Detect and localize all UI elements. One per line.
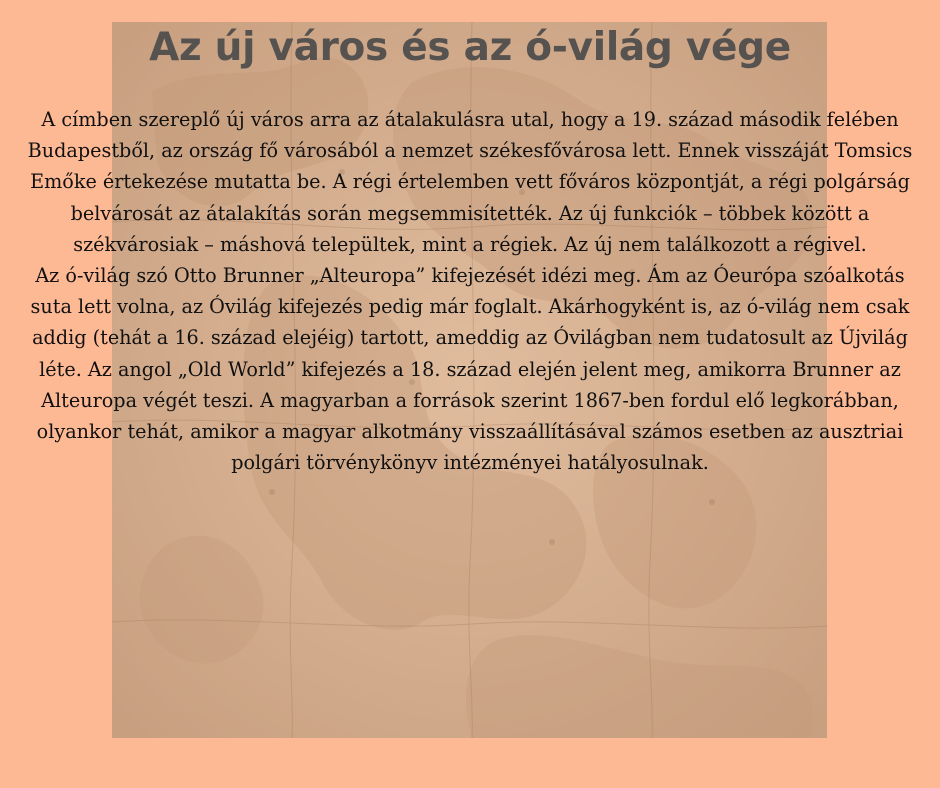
- paragraph: A címben szereplő új város arra az átalakulásra utal, hogy a 19. század második felében Budapestből, az ország fő városából a nemzet székesfővárosa lett. Ennek visszáját Tomsics Emőke értekezése mutatta be. A régi értelemben vett főváros központját, a régi polgárság belvárosát az átalakítás során megsemmisítették. Az új funkciók – többek között a székvárosiak – máshová települtek, mint a régiek. Az új nem találkozott a régivel.: [27, 108, 913, 256]
- paragraph: Az ó-világ szó Otto Brunner „Alteuropa” kifejezését idézi meg. Ám az Óeurópa szóalkotás suta lett volna, az Óvilág kifejezés pedig már foglalt. Akárhogyként is, az ó-világ nem csak addig (tehát a 16. század elejéig) tartott, ameddig az Óvilágban nem tudatosult az Újvilág léte. Az angol „Old World” kifejezés a 18. század elején jelent meg, amikorra Brunner az Alteuropa végét teszi. A magyarban a források szerint 1867-ben fordul elő legkorábban, olyankor tehát, amikor a magyar alkotmány visszaállításával számos esetben az ausztriai polgári törvénykönyv intézményei hatályosulnak.: [30, 264, 910, 475]
- page-title: Az új város és az ó-világ vége: [149, 25, 791, 70]
- article-body: [18, 104, 922, 478]
